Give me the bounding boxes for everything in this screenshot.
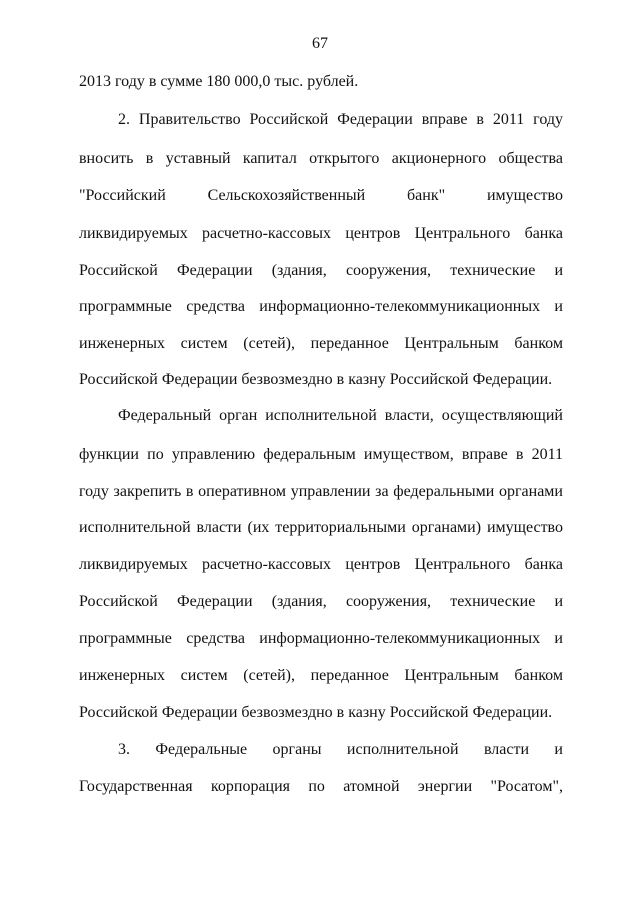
paragraph-2-first-line: 2. Правительство Российской Федерации вправе в 2011 году <box>118 111 563 128</box>
text-line: ликвидируемых расчетно-кассовых центров Центрального банка <box>79 556 563 573</box>
text-line: ликвидируемых расчетно-кассовых центров Центрального банка <box>79 225 563 242</box>
paragraph-3-first-line: 3. Федеральные органы исполнительной власти и <box>118 741 563 758</box>
text-line: программные средства информационно-телекоммуникационных и <box>79 630 563 647</box>
text-line: инженерных систем (сетей), переданное Центральным банком <box>79 667 563 684</box>
text-line: исполнительной власти (их территориальными органами) имущество <box>79 519 563 536</box>
text-line: году закрепить в оперативном управлении за федеральными органами <box>79 483 563 500</box>
text-line: программные средства информационно-телекоммуникационных и <box>79 298 563 315</box>
text-line: 2013 году в сумме 180 000,0 тыс. рублей. <box>79 73 359 90</box>
text-line: Российской Федерации безвозмездно в казну Российской Федерации. <box>79 704 553 721</box>
text-line: Российской Федерации (здания, сооружения, технические и <box>79 262 563 279</box>
text-line: инженерных систем (сетей), переданное Центральным банком <box>79 335 563 352</box>
text-line: Российской Федерации (здания, сооружения, технические и <box>79 593 563 610</box>
text-line: "Российский Сельскохозяйственный банк" имущество <box>79 187 563 204</box>
text-line: Государственная корпорация по атомной энергии "Росатом", <box>79 778 563 795</box>
text-line: вносить в уставный капитал открытого акционерного общества <box>79 150 563 167</box>
text-line: Российской Федерации безвозмездно в казну Российской Федерации. <box>79 371 553 388</box>
page-number: 67 <box>312 35 328 52</box>
text-line: функции по управлению федеральным имуществом, вправе в 2011 <box>79 446 563 463</box>
paragraph-federal-organ-first-line: Федеральный орган исполнительной власти, осуществляющий <box>118 407 563 424</box>
